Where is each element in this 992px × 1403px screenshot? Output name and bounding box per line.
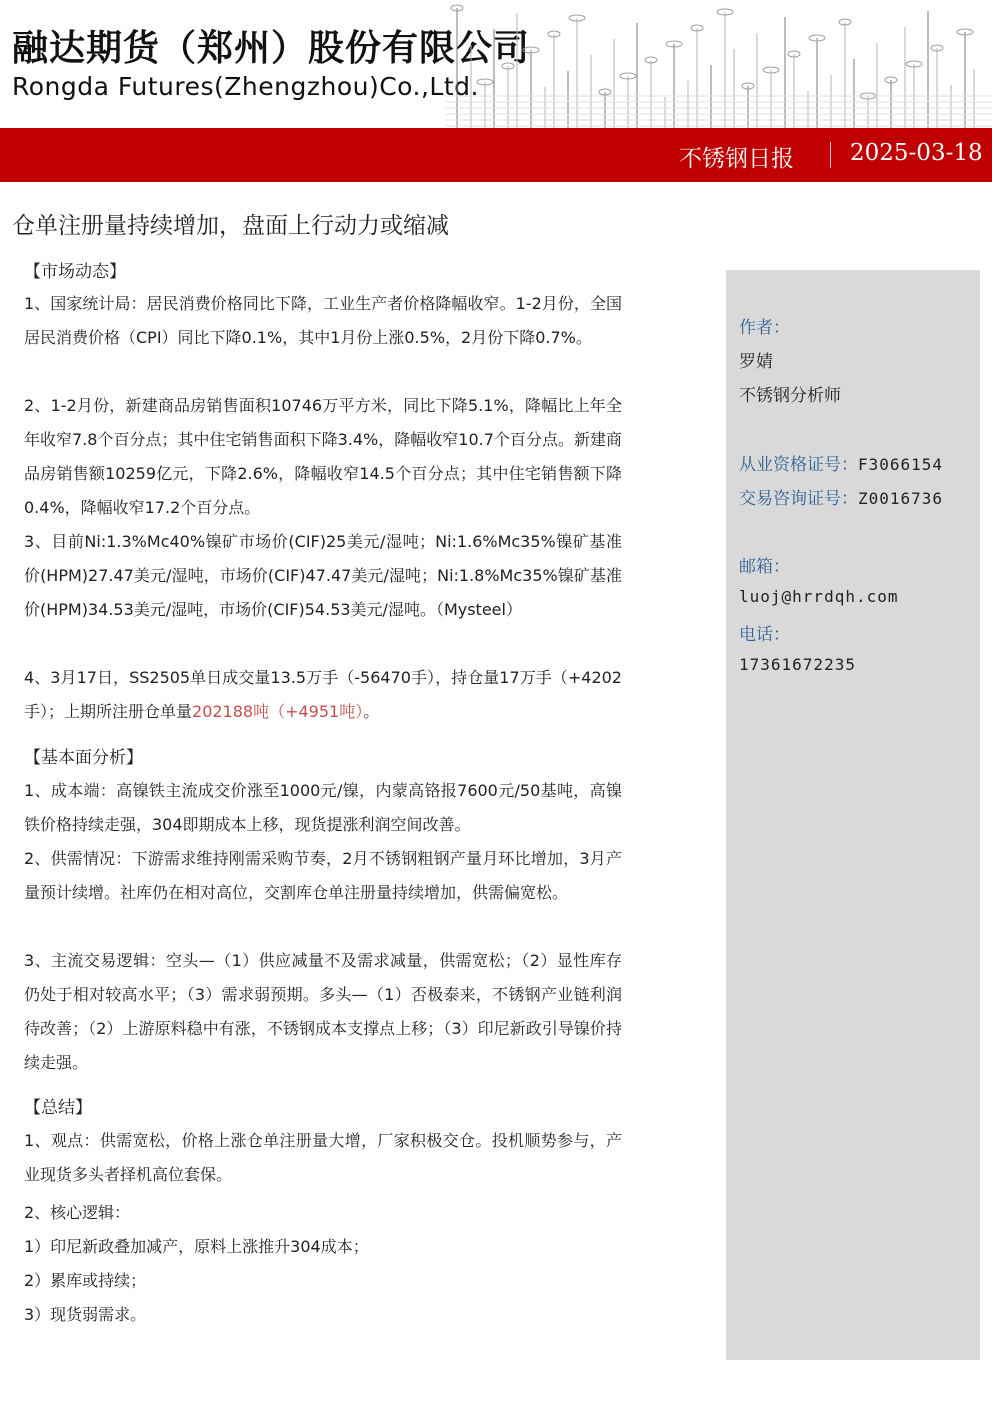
qualification-label: 从业资格证号：: [739, 455, 858, 475]
email-label: 邮箱：: [739, 557, 790, 577]
market-paragraph-1: 1、国家统计局：居民消费价格同比下降，工业生产者价格降幅收窄。1-2月份，全国居民消费价格（CPI）同比下降0.1%，其中1月份上涨0.5%，2月份下降0.7%。: [24, 294, 622, 347]
market-paragraph-3: 3、目前Ni:1.3%Mc40%镍矿市场价(CIF)25美元/湿吨；Ni:1.6%Mc35%镍矿基准价(HPM)27.47美元/湿吨，市场价(CIF)47.47美元/湿吨；Ni:1.8%Mc35%镍矿基准价(HPM)34.53美元/湿吨，市场价(CIF)54.53美元/湿吨。（Mysteel）: [24, 532, 622, 619]
summary-logic-1: 1）印尼新政叠加减产，原料上涨推升304成本；: [24, 1237, 369, 1256]
qualification-row: [739, 450, 943, 475]
market-p4-end: 。: [363, 702, 380, 721]
summary-paragraph-1: 1、观点：供需宽松，价格上涨仓单注册量大增，厂家积极交仓。投机顺势参与，产业现货多头者择机高位套保。: [24, 1131, 622, 1184]
report-date: 2025-03-18: [850, 140, 983, 166]
market-paragraph-4: [24, 661, 622, 729]
report-type: 不锈钢日报: [679, 146, 794, 172]
summary-logic-3: 3）现货弱需求。: [24, 1305, 147, 1324]
summary-logic-2: 2）累库或持续；: [24, 1271, 147, 1290]
title-bar-divider: [830, 142, 831, 168]
section-title-market: 【市场动态】: [24, 262, 126, 282]
fundamental-paragraph-1: 1、成本端：高镍铁主流成交价涨至1000元/镍，内蒙高铬报7600元/50基吨，高镍铁价格持续走强，304即期成本上移，现货提涨利润空间改善。: [24, 781, 622, 834]
summary-core-logic: 2、核心逻辑：: [24, 1203, 131, 1222]
fundamental-paragraph-2: 2、供需情况：下游需求维持刚需采购节奏，2月不锈钢粗钢产量月环比增加，3月产量预计续增。社库仍在相对高位，交割库仓单注册量持续增加，供需偏宽松。: [24, 849, 622, 902]
report-headline: 仓单注册量持续增加，盘面上行动力或缩减: [12, 213, 449, 239]
phone-number: 17361672235: [739, 655, 856, 674]
section-title-summary: 【总结】: [24, 1098, 92, 1118]
qualification-number: F3066154: [858, 455, 944, 474]
company-name-en: Rongda Futures(Zhengzhou)Co.,Ltd.: [12, 72, 479, 101]
fundamental-paragraph-3: 3、主流交易逻辑：空头—（1）供应减量不及需求减量，供需宽松；（2）显性库存仍处于相对较高水平；（3）需求弱预期。多头—（1）否极泰来，不锈钢产业链利润待改善；（2）上游原料稳中有涨，不锈钢成本支撑点上移；（3）印尼新政引导镍价持续走强。: [24, 951, 622, 1072]
phone-label: 电话：: [739, 625, 790, 645]
consulting-number: Z0016736: [858, 489, 944, 508]
author-name: 罗婧: [739, 352, 773, 372]
warehouse-receipt-highlight: 202188吨（+4951吨）: [192, 702, 364, 721]
report-header: [0, 0, 992, 128]
consulting-row: [739, 484, 943, 509]
author-label: 作者：: [739, 318, 790, 338]
market-p4-text: 4、3月17日，SS2505单日成交量13.5万手（-56470手），持仓量17万手（+4202手）；上期所注册仓单量: [24, 668, 622, 721]
company-name-cn: 融达期货（郑州）股份有限公司: [12, 28, 531, 69]
title-bar: [0, 128, 992, 182]
author-sidebar: [726, 270, 980, 1360]
market-paragraph-2: 2、1-2月份，新建商品房销售面积10746万平方米，同比下降5.1%，降幅比上年全年收窄7.8个百分点；其中住宅销售面积下降3.4%，降幅收窄10.7个百分点。新建商品房销售额10259亿元，下降2.6%，降幅收窄14.5个百分点；其中住宅销售额下降0.4%，降幅收窄17.2个百分点。: [24, 396, 622, 517]
consulting-label: 交易咨询证号：: [739, 489, 858, 509]
author-title: 不锈钢分析师: [739, 386, 841, 406]
email-address[interactable]: luoj@hrrdqh.com: [739, 587, 899, 606]
section-title-fundamental: 【基本面分析】: [24, 748, 143, 768]
header-decoration: [445, 0, 992, 128]
